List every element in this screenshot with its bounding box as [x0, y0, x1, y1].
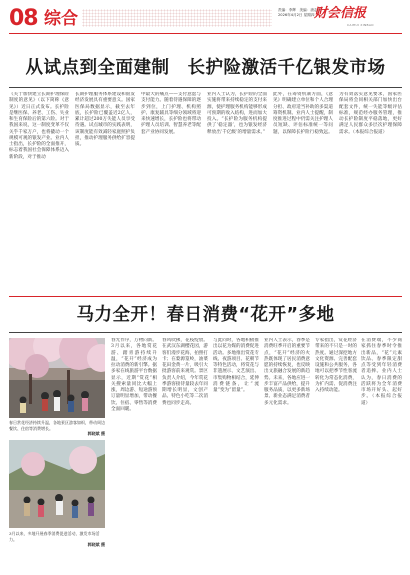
article2-column-2: 春风吹拂，花枝绽放。在武汉东湖樱花园，游客们漫步花海，拍照打卡；在婺源篁岭，油菜花田金黄一片，吸引大批游客前来观赏。景区负责人介绍，今年赏花季游客接待量较去年同期增长明显，文创产品、特色小吃等二次消费也同步走高。: [162, 338, 208, 406]
article1-column-2: 长期护理服务体系建设和银发经济发展具有重要意义。国家医保局数据显示，截至去年底，长护险已覆盖近2亿人，累计超过200万失能人员享受待遇。试点城市的实践表明，该制度能有效减轻家庭照护负担，推动护理服务供给扩容提质。: [75, 92, 135, 147]
article1-column-1: 《关于加快建立长期护理保险制度的意见》（以下简称《意见》）近日正式发布。长护险是继医保、养老、工伤、失业和生育保险后的第六险。对于我国来说，这一制度变革不仅关乎千家万户，也将撬动一个规模可观的银发产业。业内人士指出，长护险的全面推开，标志着我国社会保障体系迈入新阶段，对于推动: [9, 92, 69, 160]
section-divider: [9, 296, 402, 297]
article1-column-5: 此外，在筹资机制方面，《意见》明确建立单位和个人合理分担、政府适当补助的多渠道筹资机制。业内人士提醒，制度推进过程中仍需关注护理人员短缺、评估标准统一等问题，以保障长护险行稳致远。: [273, 92, 333, 135]
photo2-caption-text: 3月以来，多地开展春季消费促进活动，激发市场活力。: [9, 531, 100, 542]
photo2-credit: 郭晓斌 摄: [87, 542, 105, 548]
article2-rule: [9, 332, 402, 333]
masthead-subtitle: CAIHUI XINBAO: [347, 23, 374, 27]
photo2-caption: [9, 531, 105, 548]
article2-column-6: 在消费端，不少商家抓住春季时令推出新品，“花”元素饮品、春季限定甜点等受到年轻消费者追捧。业内人士认为，春日消费的活跃将为全年消费市场开好头、起好步。（本报综合报道）: [361, 338, 402, 406]
photo1-caption-text: 春日赏花经济持续升温，各地景区游客如织，带动周边餐饮、住宿等消费增长。: [9, 420, 105, 431]
header-rule: [9, 33, 402, 34]
photo1-caption: [9, 420, 105, 437]
date-line: 2026年4月2日 星期四: [278, 13, 315, 18]
street-image: [9, 440, 105, 528]
article1-headline: 从试点到全面建制 长护险激活千亿银发市场: [25, 58, 386, 78]
article2-column-5: 专家指出，赏花经济带来的不只是一时的热度。通过深挖地方文化资源、完善配套设施和公共服务，各地可以把季节性客流转化为常态化消费，为扩内需、促消费注入持续动能。: [315, 338, 357, 393]
article2-column-3: 与此同时，各地积极推出以花为媒的消费促进活动。多地推出赏花专线、夜游项目、花朝节等特色活动，将赏花与非遗展示、文艺演出、市集购物相结合，延伸消费链条，让“流量”变为“留量”。: [213, 338, 259, 393]
section-title: 综合: [44, 9, 78, 29]
article2-headline: 马力全开！春日消费“花开”多地: [76, 305, 335, 325]
article1-column-6: 为有效落实意见要求，国家医保局将会同相关部门加快出台配套文件，统一失能等级评估标准，规范经办服务管理，推动长护险制度平稳落地，更好满足人民群众多层次护理保障需求。（本报综合报道）: [339, 92, 402, 135]
cherry-blossom-photo: [9, 338, 105, 418]
cherry-blossom-image: [9, 338, 105, 418]
article1-column-4: 业内人士认为，长护险的全面实施将带来持续稳定的支付来源，使护理服务机构能够形成可预期的收入结构，进而加大投入。“长护险为服务机构提供了‘稳定器’，也为银发经济释放出‘千亿级’的增量需求。”: [207, 92, 267, 135]
photo1-credit: 郭晓斌 摄: [87, 431, 105, 437]
street-photo: [9, 440, 105, 528]
article2-column-4: 业内人士表示，春季是消费旺季开启的重要节点，“花开”经济的火热既体现了居民消费意愿的持续恢复，也反映出文旅融合发展的新趋势。未来，各地应进一步丰富产品供给，提升服务品质，以更多新场景、新业态满足消费者多元化需求。: [264, 338, 310, 406]
page-number: 08: [9, 6, 38, 31]
article1-column-3: 中最大的痛点——支付意愿与支付能力。随着待遇保障的逐步到位，上门护理、机构照护、康复辅具等细分领域将迎来快速增长，长护险也将带动护理人员培训、智慧养老等配套产业协同发展。: [141, 92, 201, 135]
page-header: [0, 0, 410, 40]
header-pattern: [82, 9, 272, 27]
article1-rule: [9, 87, 402, 88]
article2-column-1: 春光作序，万物向新。3月以来，各地赏花游、踏青游持续升温，“花开”经济成为拉动消费的新引擎。据多家在线旅游平台数据显示，近期“赏花”相关搜索量同比大幅上涨，周边游、短途游预订量明显增加，带动餐饮、住宿、零售等消费全面回暖。: [111, 338, 157, 412]
editor-line: 责编：李辉 美编：唐志刚: [278, 8, 322, 12]
masthead-logo: 财会信报: [314, 6, 367, 21]
